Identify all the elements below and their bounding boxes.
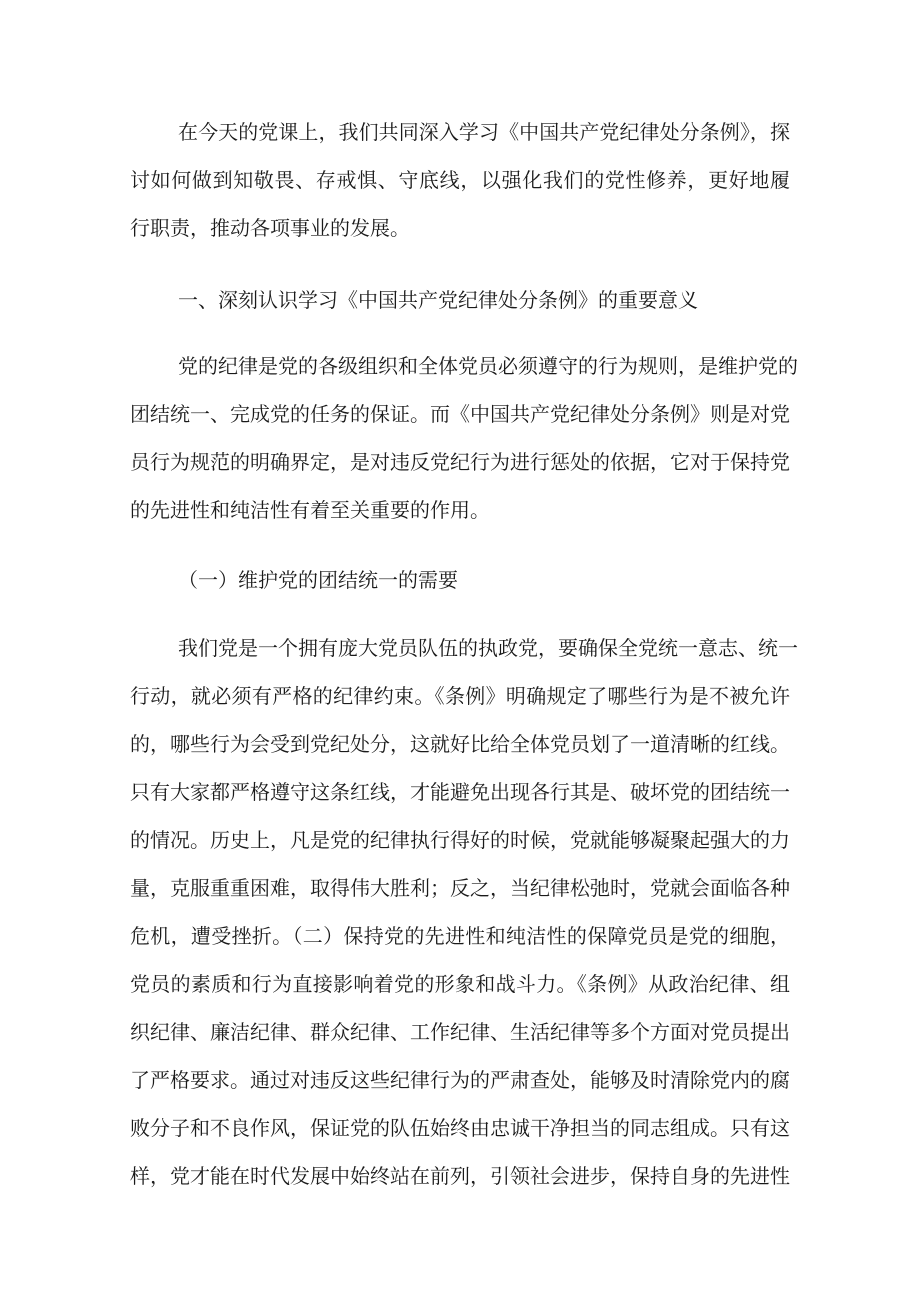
paragraph-1-line-1: 在今天的党课上，我们共同深入学习《中国共产党纪律处分条例》，探 (178, 120, 790, 144)
paragraph-3-line-12: 样，党才能在时代发展中始终站在前列，引领社会进步，保持自身的先进性 (130, 1164, 790, 1188)
paragraph-2-line-2: 团结统一、完成党的任务的保证。而《中国共产党纪律处分条例》则是对党 (130, 402, 790, 426)
paragraph-3-line-9: 织纪律、廉洁纪律、群众纪律、工作纪律、生活纪律等多个方面对党员提出 (130, 1020, 790, 1044)
paragraph-2-line-3: 员行为规范的明确界定，是对违反党纪行为进行惩处的依据，它对于保持党 (130, 450, 790, 474)
paragraph-3-line-1: 我们党是一个拥有庞大党员队伍的执政党，要确保全党统一意志、统一 (178, 636, 798, 660)
paragraph-3-line-2: 行动，就必须有严格的纪律约束。《条例》明确规定了哪些行为是不被允许 (130, 684, 790, 708)
paragraph-3-line-4: 只有大家都严格遵守这条红线，才能避免出现各行其是、破坏党的团结统一 (130, 780, 790, 804)
subsection-heading-1: （一）维护党的团结统一的需要 (178, 568, 458, 592)
paragraph-3-line-6: 量，克服重重困难，取得伟大胜利；反之，当纪律松弛时，党就会面临各种 (130, 876, 790, 900)
paragraph-3-line-3: 的，哪些行为会受到党纪处分，这就好比给全体党员划了一道清晰的红线。 (130, 732, 790, 756)
paragraph-3-line-7: 危机，遭受挫折。（二）保持党的先进性和纯洁性的保障党员是党的细胞， (130, 924, 790, 948)
paragraph-3-line-11: 败分子和不良作风，保证党的队伍始终由忠诚干净担当的同志组成。只有这 (130, 1116, 790, 1140)
paragraph-3-line-8: 党员的素质和行为直接影响着党的形象和战斗力。《条例》从政治纪律、组 (130, 972, 790, 996)
paragraph-1-line-2: 讨如何做到知敬畏、存戒惧、守底线，以强化我们的党性修养，更好地履 (130, 168, 790, 192)
paragraph-3-line-10: 了严格要求。通过对违反这些纪律行为的严肃查处，能够及时清除党内的腐 (130, 1068, 790, 1092)
section-heading-1: 一、深刻认识学习《中国共产党纪律处分条例》的重要意义 (178, 288, 698, 312)
paragraph-2-line-4: 的先进性和纯洁性有着至关重要的作用。 (130, 498, 490, 522)
paragraph-2-line-1: 党的纪律是党的各级组织和全体党员必须遵守的行为规则，是维护党的 (178, 354, 798, 378)
paragraph-1-line-3: 行职责，推动各项事业的发展。 (130, 216, 410, 240)
paragraph-3-line-5: 的情况。历史上，凡是党的纪律执行得好的时候，党就能够凝聚起强大的力 (130, 828, 790, 852)
